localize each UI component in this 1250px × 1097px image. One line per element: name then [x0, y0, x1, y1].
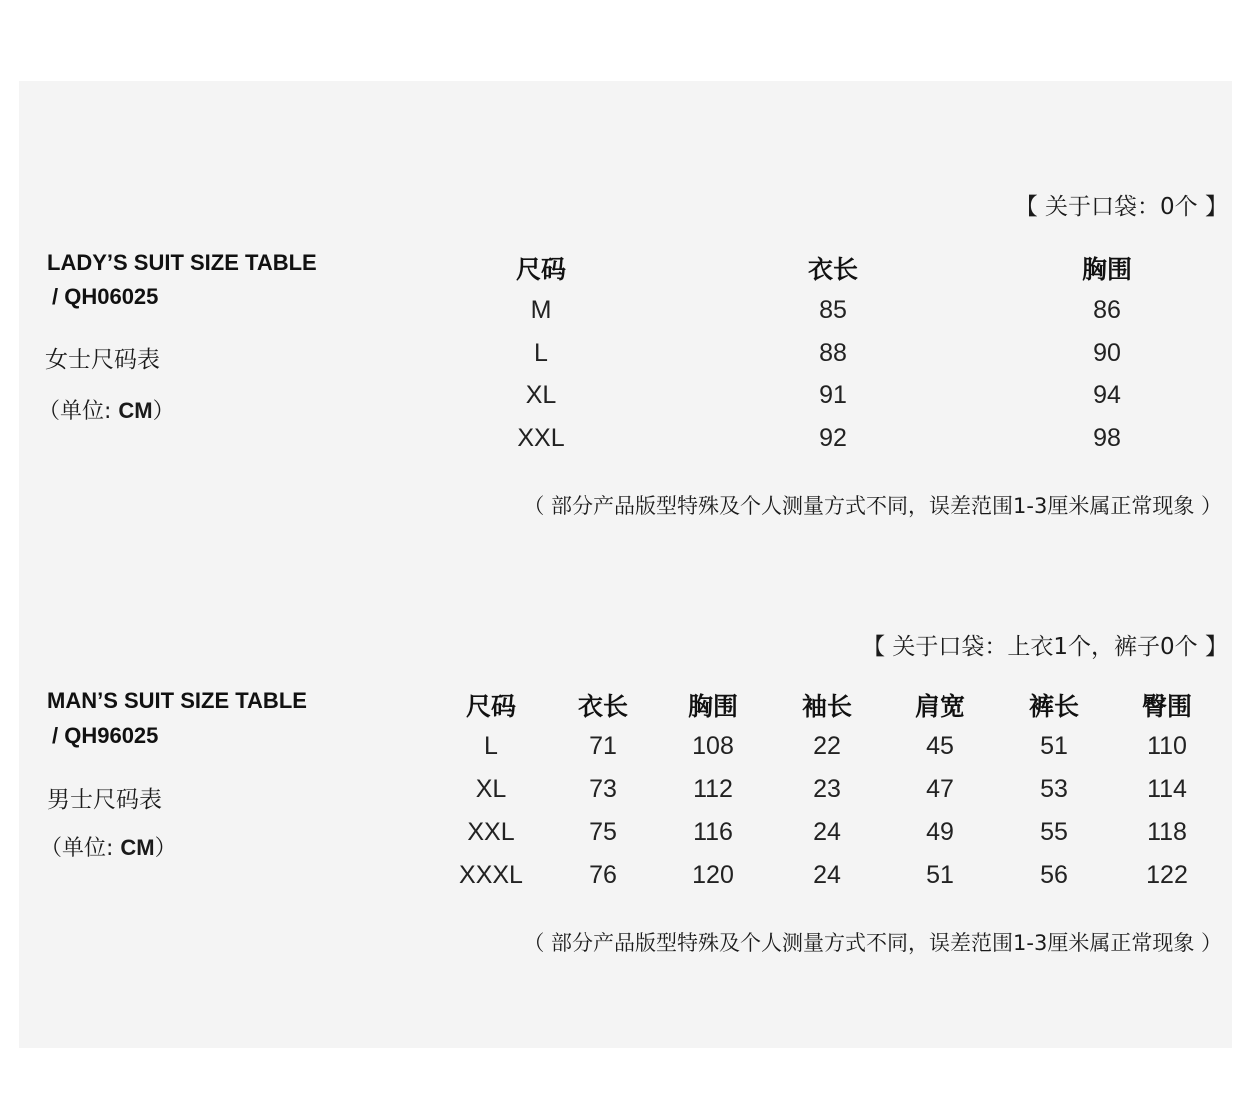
man-table-cell: 24: [813, 861, 841, 889]
lady-title-en: LADY’S SUIT SIZE TABLE: [47, 250, 317, 275]
lady-table-cell: 92: [819, 424, 847, 452]
man-table-cell: 56: [1040, 861, 1068, 889]
man-table-cell: 53: [1040, 775, 1068, 803]
man-measurement-note: （ 部分产品版型特殊及个人测量方式不同，误差范围1-3厘米属正常现象 ）: [523, 931, 1222, 955]
man-table-cell: 112: [693, 775, 733, 803]
man-table-cell: 45: [926, 732, 954, 760]
man-table-cell: 22: [813, 732, 841, 760]
lady-unit-label: （单位: CM）: [38, 398, 175, 424]
lady-title-cn: 女士尺码表: [45, 347, 160, 373]
man-table-cell: 114: [1147, 775, 1187, 803]
lady-table-header: 胸围: [1081, 255, 1132, 284]
lady-table-cell: M: [530, 296, 552, 324]
man-table-header: 衣长: [577, 692, 628, 721]
lady-model-code: / QH06025: [52, 284, 159, 309]
man-table-cell: 24: [813, 818, 841, 846]
man-table-cell: 120: [692, 861, 734, 889]
man-table-cell: 118: [1147, 818, 1187, 846]
man-table-cell: 49: [926, 818, 954, 846]
lady-table-cell: 88: [819, 339, 847, 367]
man-title-cn: 男士尺码表: [47, 787, 162, 813]
man-table-header: 裤长: [1028, 692, 1079, 721]
man-table-cell: XL: [475, 775, 507, 803]
man-table-cell: 110: [1147, 732, 1187, 760]
man-table-header: 肩宽: [914, 692, 965, 721]
lady-table-cell: XXL: [517, 424, 565, 452]
lady-table-header: 尺码: [515, 255, 566, 284]
size-chart-panel: [19, 81, 1232, 1048]
lady-pocket-info: 【 关于口袋：0个 】: [1014, 194, 1228, 220]
man-table-header: 臀围: [1141, 692, 1192, 721]
lady-table-cell: 86: [1093, 296, 1121, 324]
man-table-cell: 71: [589, 732, 617, 760]
man-table-cell: 76: [589, 861, 617, 889]
man-table-cell: 47: [926, 775, 954, 803]
man-table-cell: L: [484, 732, 498, 760]
man-unit-label: （单位: CM）: [40, 835, 177, 861]
man-table-header: 尺码: [465, 692, 516, 721]
man-table-cell: 75: [589, 818, 617, 846]
man-table-cell: 116: [693, 818, 733, 846]
lady-table-cell: XL: [525, 381, 557, 409]
man-model-code: / QH96025: [52, 723, 159, 748]
man-table-cell: 51: [1040, 732, 1068, 760]
lady-measurement-note: （ 部分产品版型特殊及个人测量方式不同，误差范围1-3厘米属正常现象 ）: [523, 494, 1222, 518]
lady-table-cell: L: [534, 339, 548, 367]
lady-table-cell: 98: [1093, 424, 1121, 452]
man-table-header: 袖长: [801, 692, 852, 721]
man-table-header: 胸围: [687, 692, 738, 721]
lady-table-cell: 94: [1093, 381, 1121, 409]
man-table-cell: XXXL: [459, 861, 523, 889]
lady-table-cell: 85: [819, 296, 847, 324]
man-pocket-info: 【 关于口袋：上衣1个，裤子0个 】: [862, 634, 1228, 660]
man-table-cell: 73: [589, 775, 617, 803]
man-table-cell: XXL: [467, 818, 515, 846]
man-table-cell: 108: [692, 732, 734, 760]
lady-table-cell: 90: [1093, 339, 1121, 367]
man-table-cell: 51: [926, 861, 954, 889]
man-table-cell: 55: [1040, 818, 1068, 846]
lady-table-header: 衣长: [807, 255, 858, 284]
man-table-cell: 122: [1146, 861, 1188, 889]
man-title-en: MAN’S SUIT SIZE TABLE: [47, 688, 307, 713]
man-table-cell: 23: [813, 775, 841, 803]
lady-table-cell: 91: [819, 381, 847, 409]
